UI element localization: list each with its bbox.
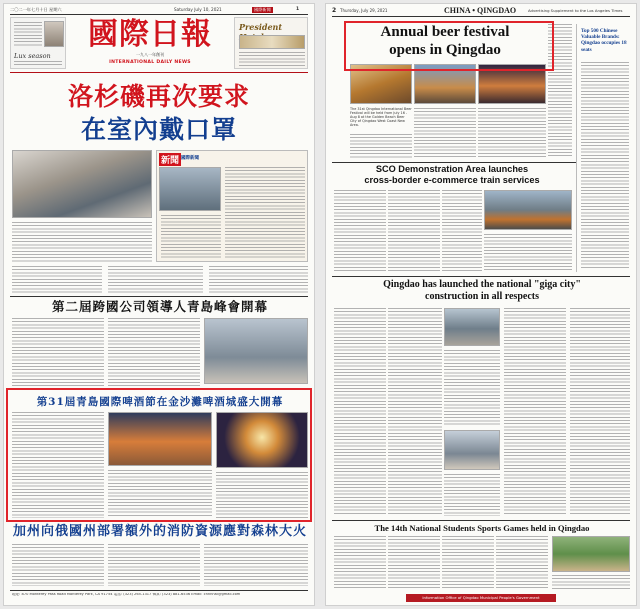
giga-city-photo-1 [444,308,500,346]
masthead-date-cn: 二〇二一年七月十日 星期六 [10,7,62,12]
left-footer: 地址: 870 Monterey Pass Road Monterey Park, CA 91754 電話: (323) 265-1317 傳真: (323) 881-6536 Email: cnnnnal@gmail.com [12,593,241,596]
headline-mask-1: 洛杉磯再次要求 [67,82,250,111]
sco-headline-2: cross-border e-commerce train services [364,175,540,185]
mask-story-photo [12,150,152,218]
hotel-photo [239,35,305,49]
agent-photo [44,21,64,47]
headline-beer-festival-cn: 第31屆青島國際啤酒節在金沙灘啤酒城盛大開幕 [36,396,284,408]
ad-brand-left: Lux season [14,52,51,60]
beer-photo-3 [478,64,546,104]
page-number: 1 [296,7,300,12]
summit-photo [204,318,308,384]
beer-festival-headline-2: opens in Qingdao [389,42,501,58]
right-page-number: 2 [332,7,337,14]
beer-photo-1 [350,64,412,104]
fireworks-photo [216,412,308,468]
right-header-date: Thursday, July 29, 2021 [340,8,388,13]
masthead-date-en: Saturday July 10, 2021 [174,7,222,12]
sports-photo [552,536,630,572]
sidebar-title: 新聞 [159,153,181,166]
beer-photo-2 [414,64,476,104]
sidebar-sub: 國際新聞 [181,156,199,161]
right-header-supplement: Advertising Supplement to the Los Angeles Times [528,8,623,13]
giga-city-photo-2 [444,430,500,470]
sports-games-headline: The 14th National Students Sports Games held in Qingdao [374,523,590,533]
sidebar-photo [159,167,221,211]
right-ad-box[interactable] [234,17,308,69]
right-footer: Information Office of Qingdao Municipal People's Government [406,594,556,602]
beer-festival-photo [108,412,212,466]
edition-badge: 國際新聞 [254,7,271,12]
brands-sidebar-title: Top 500 Chinese Valuable Brands: Qingdao occupies 18 seats [581,28,627,53]
beer-festival-lead: The 31st Qingdao International Beer Festival will be held from July 16 - Aug 8 at the Golden Beach Beer City of Qingdao West Coast New Area. [350,107,412,127]
left-ad-box[interactable] [10,17,66,69]
headline-mask-2: 在室內戴口罩 [80,115,237,144]
right-newspaper-page [326,4,636,605]
giga-city-headline-2: construction in all respects [425,291,539,302]
ad-brand-right: President [239,22,283,32]
right-header-section: CHINA • QINGDAO [444,6,517,15]
news-sidebar [156,150,308,262]
left-newspaper-page [4,4,314,605]
headline-summit: 第二屆跨國公司領導人青島峰會開幕 [51,299,268,314]
brands-sidebar [576,24,630,272]
cargo-train-photo [484,190,572,230]
headline-california-fire: 加州向俄國州部署額外的消防資源應對森林大火 [12,524,307,539]
giga-city-headline-1: Qingdao has launched the national "giga city" [383,279,581,290]
masthead-title-en: INTERNATIONAL DAILY NEWS [109,60,191,65]
masthead-tagline: 一九八一年創刊 [136,52,164,57]
masthead-title-cn: 國際日報 [88,17,212,52]
beer-festival-headline-1: Annual beer festival [380,24,510,40]
sco-headline-1: SCO Demonstration Area launches [375,164,529,174]
